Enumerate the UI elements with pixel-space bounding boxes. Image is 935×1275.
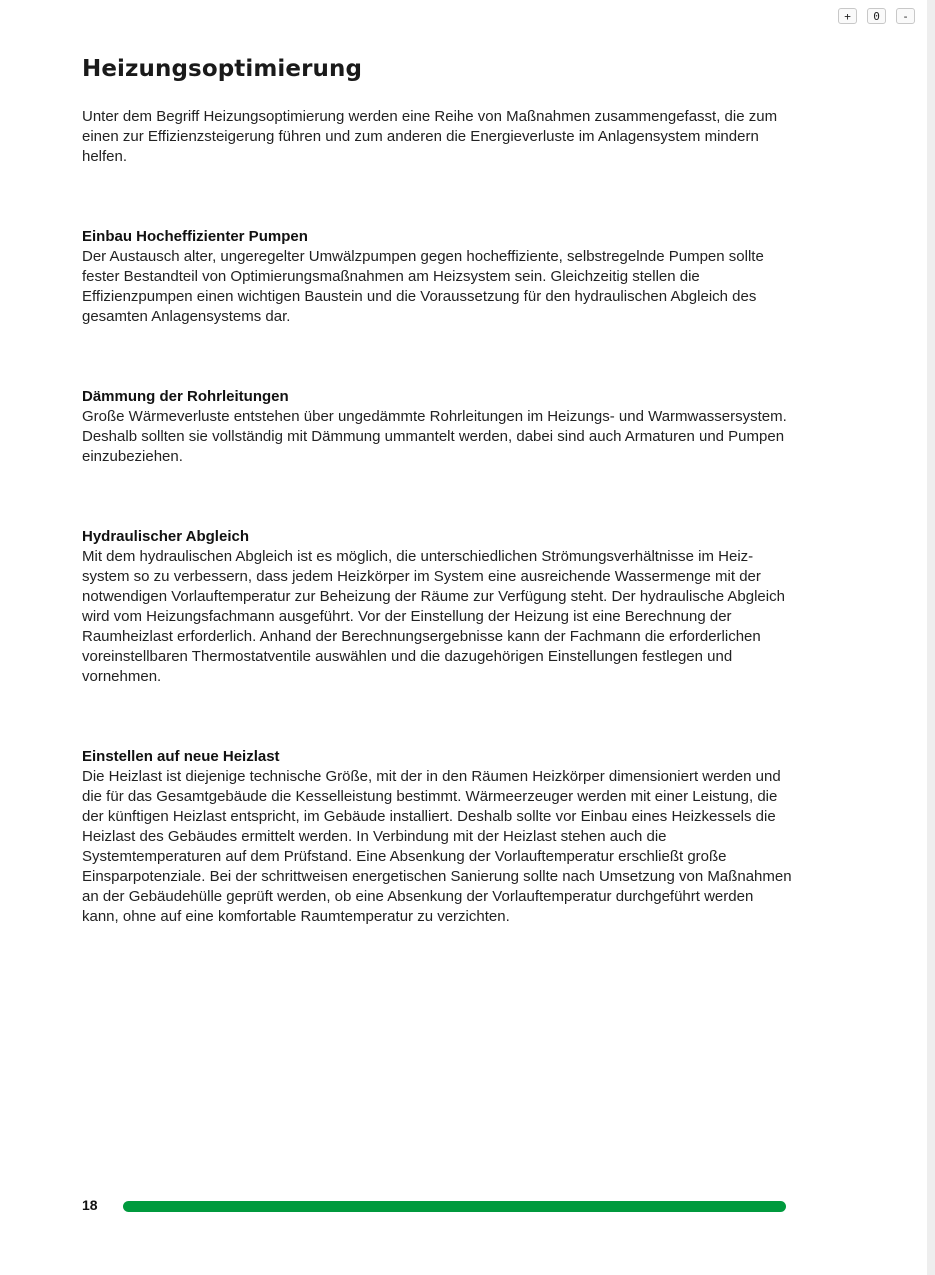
footer-accent-bar (123, 1201, 786, 1212)
section-body: Mit dem hydraulischen Abgleich ist es möglich, die unterschiedlichen Strömungsverhältnisse im Heizsystem so zu verbessern, dass jedem Heizkörper im System eine ausreichende Wassermenge mit der notwendigen Vorlauftemperatur zur Beheizung der Räume zur Verfügung steht. Der hydraulische Abgleich wird vom Heizungsfachmann ausgeführt. Vor der Einstellung der Heizung ist eine Berechnung der Raumheizlast erforderlich. Anhand der Berechnungsergebnisse kann der Fachmann die erforderlichen voreinstellbaren Thermostatventile auswählen und die dazugehörigen Einstellungen festlegen und vornehmen. (82, 548, 785, 685)
page-number: 18 (82, 1197, 98, 1213)
section-body: Große Wärmeverluste entstehen über ungedämmte Rohrleitungen im Heizungs- und Warmwassersystem. Deshalb sollten sie vollständig mit Dämmung ummantelt werden, dabei sind auch Armaturen und Pumpen einzubeziehen. (82, 408, 787, 465)
zoom-in-button[interactable]: + (838, 8, 857, 24)
zoom-reset-button[interactable]: 0 (867, 8, 886, 24)
section-hydraulic-balancing (82, 527, 794, 687)
zoom-controls (838, 8, 915, 24)
section-heading: Einstellen auf neue Heizlast (82, 748, 280, 765)
section-heading: Einbau Hocheffizienter Pumpen (82, 228, 308, 245)
section-heat-load (82, 747, 794, 927)
section-body: Der Austausch alter, ungeregelter Umwälzpumpen gegen hocheffiziente, selbstregelnde Pumpen sollte fester Bestandteil von Optimierungsmaßnahmen am Heizsystem sein. Gleichzeitig stellen die Effizienzpumpen einen wichtigen Baustein und die Voraussetzung für den hydraulischen Abgleich des gesamten Anlagensystems dar. (82, 248, 764, 325)
page-title: Heizungsoptimierung (82, 56, 363, 82)
vertical-scrollbar[interactable] (927, 0, 935, 1275)
zoom-out-button[interactable]: - (896, 8, 915, 24)
section-pumps (82, 227, 794, 327)
section-heading: Hydraulischer Abgleich (82, 528, 249, 545)
section-pipe-insulation (82, 387, 794, 467)
document-header (82, 52, 792, 167)
section-heading: Dämmung der Rohrleitungen (82, 388, 289, 405)
intro-paragraph: Unter dem Begriff Heizungsoptimierung werden eine Reihe von Maßnahmen zusammengefasst, die zum einen zur Effizienzsteigerung führen und zum anderen die Energieverluste im Anlagensystem mindern helfen. (82, 108, 778, 165)
section-body: Die Heizlast ist diejenige technische Größe, mit der in den Räumen Heizkörper dimensioniert werden und die für das Gesamtgebäude die Kesselleistung bestimmt. Wärmeerzeuger werden mit einer Leistung, die der künftigen Heizlast entspricht, im Gebäude installiert. Deshalb sollte vor Einbau eines Heizkessels die Heizlast des Gebäudes ermittelt werden. In Verbindung mit der Heizlast stehen auch die Systemtemperaturen auf dem Prüfstand. Eine Absenkung der Vorlauftemperatur erschließt große Einsparpotenziale. Bei der schrittweisen energetischen Sanierung sollte nach Umsetzung von Maßnahmen an der Gebäudehülle geprüft werden, ob eine Absenkung der Vorlauftemperatur durchgeführt werden kann, ohne auf eine komfortable Raumtemperatur zu verzichten. (82, 768, 792, 925)
page-footer (82, 1195, 787, 1215)
